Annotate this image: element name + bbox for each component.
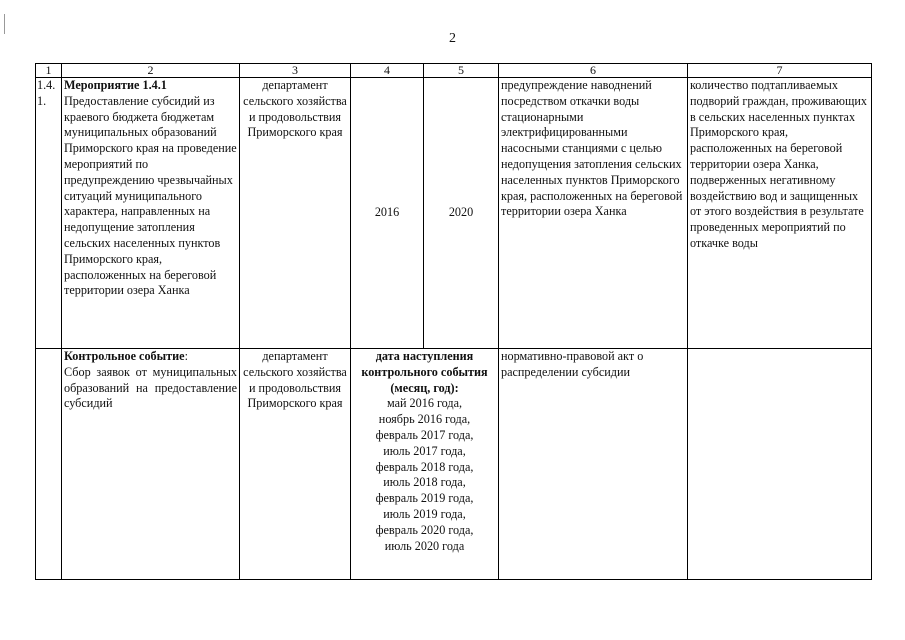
control-date-item: июль 2018 года, bbox=[383, 475, 466, 490]
control-executor-cell bbox=[240, 349, 351, 580]
header-cell-3: 3 bbox=[240, 64, 351, 78]
control-executor-text: департамент сельского хозяйства и продовольствия Приморского края bbox=[243, 349, 347, 411]
end-year-cell bbox=[424, 78, 499, 349]
control-dates-heading: дата наступления контрольного события (месяц, год): bbox=[361, 349, 488, 395]
header-cell-2: 2 bbox=[62, 64, 240, 78]
header-cell-7: 7 bbox=[688, 64, 872, 78]
start-year-cell bbox=[351, 78, 424, 349]
indicator-text: количество подтапливаемых подворий граждан, проживающих в сельских населенных пунктах Приморского края, расположенных на береговой территории озера Ханка, подверженных негативному воздействию вод и защищенных от этого воздействия в результате проведенных мероприятий по откачке воды bbox=[690, 78, 868, 250]
result-cell bbox=[499, 78, 688, 349]
control-result-cell bbox=[499, 349, 688, 580]
control-date-item: февраль 2018 года, bbox=[375, 459, 474, 474]
control-date-item: июль 2017 года, bbox=[383, 443, 466, 458]
header-cell-5: 5 bbox=[424, 64, 499, 78]
activity-cell bbox=[62, 78, 240, 349]
control-date-item: июль 2019 года, bbox=[383, 506, 466, 521]
row-number-empty bbox=[36, 349, 62, 580]
row-number bbox=[36, 78, 62, 349]
header-cell-1: 1 bbox=[36, 64, 62, 78]
control-date-item: май 2016 года, bbox=[386, 396, 463, 411]
control-event-title: Контрольное событие bbox=[64, 349, 185, 363]
activity-description: Предоставление субсидий из краевого бюджета бюджетам муниципальных образований Приморского края на проведение мероприятий по предупреждению чрезвычайных ситуаций муниципального характера, направленных на недопущение затопления сельских населенных пунктов Приморского края, расположенных на береговой территории озера Ханка bbox=[64, 93, 237, 298]
page-number: 2 bbox=[449, 31, 456, 46]
control-event-cell bbox=[62, 349, 240, 580]
control-dates-cell bbox=[351, 349, 499, 580]
control-indicator-cell bbox=[688, 349, 872, 580]
control-result-text: нормативно-правовой акт о распределении субсидии bbox=[501, 349, 644, 379]
control-event-colon: : bbox=[184, 349, 188, 363]
control-date-item: февраль 2019 года, bbox=[375, 491, 474, 506]
end-year: 2020 bbox=[448, 205, 474, 220]
header-cell-4: 4 bbox=[351, 64, 424, 78]
executor-cell bbox=[240, 78, 351, 349]
activity-title: Мероприятие 1.4.1 bbox=[64, 78, 167, 92]
table-row-control-event bbox=[36, 349, 872, 580]
table-header-row bbox=[36, 64, 872, 78]
header-cell-6: 6 bbox=[499, 64, 688, 78]
start-year: 2016 bbox=[374, 205, 400, 220]
program-table bbox=[35, 63, 872, 580]
executor-text: департамент сельского хозяйства и продовольствия Приморского края bbox=[243, 78, 347, 140]
row-number-text: 1.4. 1. bbox=[37, 78, 56, 108]
control-date-item: июль 2020 года bbox=[384, 538, 465, 553]
control-date-item: ноябрь 2016 года, bbox=[378, 412, 471, 427]
table-row-activity bbox=[36, 78, 872, 349]
control-date-item: февраль 2017 года, bbox=[375, 427, 474, 442]
expected-result: предупреждение наводнений посредством откачки воды стационарными электрифицированными насосными станциями с целью недопущения затопления сельских населенных пунктов Приморского края, расположенных на береговой территории озера Ханка bbox=[501, 78, 683, 219]
control-date-item: февраль 2020 года, bbox=[375, 522, 474, 537]
control-event-description: Сбор заявок от муниципальных образований на предоставление субсидий bbox=[64, 364, 237, 411]
indicator-cell bbox=[688, 78, 872, 349]
